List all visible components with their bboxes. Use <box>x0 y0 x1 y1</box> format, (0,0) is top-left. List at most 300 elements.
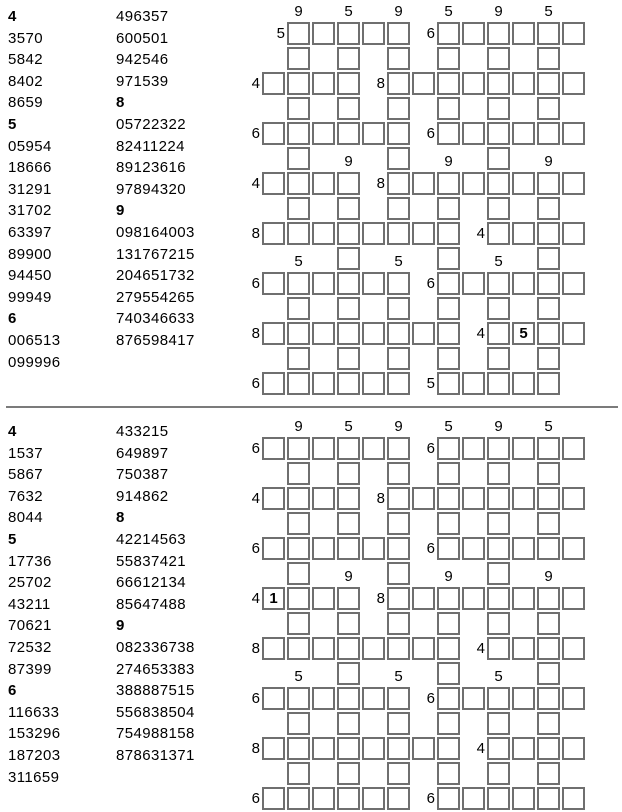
grid-cell[interactable] <box>387 787 410 810</box>
grid-cell[interactable] <box>437 72 460 95</box>
grid-cell[interactable] <box>337 687 360 710</box>
across-length-label: 6 <box>251 375 260 392</box>
grid-cell[interactable] <box>487 687 510 710</box>
across-length-label: 6 <box>426 790 435 807</box>
grid-cell[interactable] <box>487 512 510 535</box>
grid-cell[interactable] <box>337 712 360 735</box>
grid-cell[interactable] <box>537 687 560 710</box>
grid-cell[interactable] <box>437 512 460 535</box>
grid-cell[interactable] <box>262 637 285 660</box>
grid-cell[interactable] <box>287 347 310 370</box>
grid-cell[interactable] <box>362 737 385 760</box>
grid-cell[interactable] <box>337 172 360 195</box>
grid-cell[interactable] <box>462 372 485 395</box>
grid-cell[interactable] <box>387 637 410 660</box>
wordlist-number: 25702 <box>8 574 52 592</box>
grid-cell[interactable] <box>337 737 360 760</box>
grid-cell[interactable] <box>287 512 310 535</box>
down-length-label: 5 <box>394 668 403 685</box>
grid-cell[interactable] <box>537 787 560 810</box>
wordlist-number: 87399 <box>8 660 52 678</box>
grid-cell[interactable] <box>512 687 535 710</box>
grid-cell[interactable] <box>537 712 560 735</box>
grid-cell[interactable] <box>262 787 285 810</box>
grid-cell[interactable] <box>487 347 510 370</box>
grid-cell[interactable] <box>487 172 510 195</box>
grid-cell[interactable] <box>562 637 585 660</box>
across-length-label: 5 <box>426 375 435 392</box>
grid-cell[interactable] <box>512 222 535 245</box>
grid-cell[interactable] <box>337 487 360 510</box>
wordlist-number: 098164003 <box>116 223 195 241</box>
grid-cell[interactable] <box>362 222 385 245</box>
grid-cell[interactable] <box>287 322 310 345</box>
grid-cell[interactable] <box>287 612 310 635</box>
grid-cell[interactable] <box>262 537 285 560</box>
wordlist-number: 006513 <box>8 331 61 349</box>
grid-cell[interactable] <box>337 787 360 810</box>
grid-cell[interactable] <box>362 122 385 145</box>
grid-cell[interactable] <box>287 587 310 610</box>
grid-cell[interactable] <box>412 587 435 610</box>
grid-cell[interactable] <box>287 97 310 120</box>
grid-cell[interactable] <box>262 322 285 345</box>
down-length-label: 5 <box>294 253 303 270</box>
grid-cell[interactable] <box>487 712 510 735</box>
grid-cell[interactable] <box>337 197 360 220</box>
grid-cell[interactable] <box>437 197 460 220</box>
grid-cell[interactable] <box>537 222 560 245</box>
grid-cell[interactable] <box>387 172 410 195</box>
grid-cell[interactable] <box>537 462 560 485</box>
grid-cell[interactable] <box>437 437 460 460</box>
grid-cell[interactable] <box>537 97 560 120</box>
grid-cell[interactable] <box>512 537 535 560</box>
grid-cell[interactable] <box>312 487 335 510</box>
grid-cell[interactable] <box>512 22 535 45</box>
grid-cell[interactable] <box>437 272 460 295</box>
grid-cell[interactable] <box>387 462 410 485</box>
grid-cell[interactable] <box>437 322 460 345</box>
grid-cell[interactable] <box>312 22 335 45</box>
grid-cell[interactable] <box>387 197 410 220</box>
grid-cell[interactable] <box>312 222 335 245</box>
grid-cell[interactable] <box>287 297 310 320</box>
grid-cell[interactable] <box>462 272 485 295</box>
wordlist-length-header: 5 <box>8 115 17 133</box>
grid-cell[interactable] <box>262 687 285 710</box>
grid-cell[interactable] <box>337 462 360 485</box>
grid-cell[interactable] <box>462 487 485 510</box>
grid-cell[interactable] <box>487 47 510 70</box>
wordlist-number: 082336738 <box>116 638 195 656</box>
grid-cell[interactable] <box>387 737 410 760</box>
grid-cell[interactable] <box>537 612 560 635</box>
grid-cell[interactable] <box>537 637 560 660</box>
grid-cell[interactable] <box>562 172 585 195</box>
grid-cell[interactable] <box>537 172 560 195</box>
grid-cell[interactable] <box>487 72 510 95</box>
wordlist-number: 750387 <box>116 466 169 484</box>
grid-cell[interactable] <box>537 272 560 295</box>
across-length-label: 6 <box>426 25 435 42</box>
wordlist-number: 914862 <box>116 487 169 505</box>
grid-cell[interactable] <box>337 97 360 120</box>
grid-cell[interactable] <box>537 437 560 460</box>
grid-cell[interactable] <box>312 687 335 710</box>
grid-cell[interactable] <box>437 537 460 560</box>
grid-cell[interactable] <box>362 22 385 45</box>
grid-cell[interactable] <box>512 487 535 510</box>
grid-cell[interactable] <box>437 637 460 660</box>
grid-cell[interactable] <box>337 762 360 785</box>
grid-cell[interactable] <box>337 347 360 370</box>
grid-cell[interactable] <box>437 687 460 710</box>
grid-cell[interactable] <box>412 222 435 245</box>
grid-cell[interactable] <box>362 687 385 710</box>
grid-cell[interactable] <box>262 222 285 245</box>
grid-cell[interactable] <box>537 512 560 535</box>
grid-cell[interactable] <box>337 637 360 660</box>
grid-cell[interactable] <box>462 122 485 145</box>
grid-cell[interactable] <box>287 372 310 395</box>
grid-cell[interactable] <box>487 787 510 810</box>
grid-cell[interactable] <box>462 22 485 45</box>
wordlist-number: 971539 <box>116 72 169 90</box>
grid-cell[interactable] <box>412 637 435 660</box>
grid-cell[interactable] <box>287 197 310 220</box>
grid-cell[interactable] <box>437 612 460 635</box>
grid-cell[interactable] <box>387 322 410 345</box>
grid-cell[interactable] <box>312 122 335 145</box>
grid-cell[interactable] <box>362 637 385 660</box>
grid-cell[interactable] <box>512 737 535 760</box>
grid-cell[interactable] <box>387 687 410 710</box>
grid-cell[interactable] <box>537 197 560 220</box>
grid-cell[interactable] <box>437 762 460 785</box>
grid-cell[interactable] <box>287 687 310 710</box>
grid-cell[interactable] <box>337 512 360 535</box>
grid-cell[interactable] <box>537 122 560 145</box>
grid-cell[interactable] <box>387 512 410 535</box>
grid-cell[interactable] <box>337 22 360 45</box>
grid-cell[interactable] <box>337 122 360 145</box>
across-length-label: 6 <box>251 275 260 292</box>
grid-cell[interactable] <box>537 247 560 270</box>
grid-cell[interactable] <box>437 487 460 510</box>
grid-cell[interactable] <box>262 737 285 760</box>
grid-cell[interactable] <box>412 172 435 195</box>
grid-cell[interactable] <box>437 247 460 270</box>
grid-cell[interactable] <box>562 737 585 760</box>
grid-cell[interactable] <box>487 97 510 120</box>
grid-cell[interactable] <box>312 372 335 395</box>
grid-cell[interactable] <box>512 637 535 660</box>
grid-cell[interactable] <box>287 437 310 460</box>
grid-cell[interactable] <box>362 272 385 295</box>
grid-cell[interactable] <box>337 662 360 685</box>
grid-cell[interactable] <box>487 762 510 785</box>
grid-cell[interactable] <box>487 587 510 610</box>
grid-cell[interactable] <box>337 322 360 345</box>
grid-cell[interactable] <box>562 222 585 245</box>
grid-cell[interactable] <box>287 172 310 195</box>
grid-cell[interactable] <box>337 297 360 320</box>
grid-cell[interactable] <box>537 737 560 760</box>
wordlist-number: 66612134 <box>116 574 186 592</box>
grid-cell[interactable] <box>487 462 510 485</box>
grid-cell[interactable] <box>387 487 410 510</box>
grid-cell[interactable] <box>537 537 560 560</box>
grid-cell[interactable] <box>387 537 410 560</box>
wordlist-number: 89123616 <box>116 159 186 177</box>
grid-cell[interactable] <box>537 347 560 370</box>
grid-cell[interactable] <box>262 72 285 95</box>
down-length-label: 9 <box>544 153 553 170</box>
across-length-label: 4 <box>476 740 485 757</box>
grid-cell[interactable] <box>287 147 310 170</box>
grid-cell[interactable] <box>562 587 585 610</box>
grid-cell[interactable] <box>537 47 560 70</box>
grid-cell[interactable] <box>387 562 410 585</box>
grid-cell[interactable] <box>362 322 385 345</box>
wordlist-number: 72532 <box>8 638 52 656</box>
grid-cell[interactable] <box>287 762 310 785</box>
grid-cell[interactable] <box>462 787 485 810</box>
grid-cell[interactable] <box>512 587 535 610</box>
grid-cell[interactable] <box>287 487 310 510</box>
grid-cell[interactable] <box>387 122 410 145</box>
grid-cell[interactable] <box>287 72 310 95</box>
grid-cell[interactable] <box>387 347 410 370</box>
grid-cell[interactable] <box>562 787 585 810</box>
grid-cell[interactable] <box>487 372 510 395</box>
grid-cell[interactable] <box>562 72 585 95</box>
grid-cell[interactable] <box>337 372 360 395</box>
grid-cell[interactable] <box>287 122 310 145</box>
grid-cell[interactable] <box>387 97 410 120</box>
grid-cell[interactable] <box>487 437 510 460</box>
across-length-label: 6 <box>251 125 260 142</box>
grid-cell[interactable] <box>287 47 310 70</box>
grid-cell[interactable] <box>337 437 360 460</box>
grid-cell[interactable] <box>537 587 560 610</box>
grid-cell[interactable] <box>537 22 560 45</box>
grid-cell[interactable] <box>262 437 285 460</box>
grid-cell[interactable] <box>562 22 585 45</box>
grid-cell[interactable] <box>387 297 410 320</box>
grid-cell[interactable] <box>462 587 485 610</box>
grid-cell[interactable] <box>337 537 360 560</box>
grid-cell[interactable] <box>387 612 410 635</box>
grid-cell[interactable] <box>487 272 510 295</box>
grid-cell[interactable] <box>537 762 560 785</box>
grid-cell[interactable] <box>412 72 435 95</box>
grid-cell[interactable] <box>312 537 335 560</box>
grid-cell[interactable] <box>487 612 510 635</box>
grid-cell[interactable] <box>262 487 285 510</box>
wordlist-number: 99949 <box>8 288 52 306</box>
grid-cell[interactable] <box>387 272 410 295</box>
grid-cell[interactable] <box>512 122 535 145</box>
grid-cell[interactable] <box>487 122 510 145</box>
grid-cell[interactable] <box>537 72 560 95</box>
grid-cell[interactable] <box>437 122 460 145</box>
grid-cell[interactable] <box>487 562 510 585</box>
across-length-label: 4 <box>476 225 485 242</box>
grid-cell[interactable] <box>312 637 335 660</box>
wordlist-number: 43211 <box>8 595 51 613</box>
grid-cell[interactable] <box>487 197 510 220</box>
grid-cell[interactable] <box>512 437 535 460</box>
grid-cell[interactable] <box>262 372 285 395</box>
grid-cell[interactable] <box>512 72 535 95</box>
wordlist-number: 85647488 <box>116 595 186 613</box>
grid-cell[interactable] <box>562 537 585 560</box>
grid-cell[interactable] <box>437 662 460 685</box>
grid-cell[interactable] <box>312 737 335 760</box>
grid-cell[interactable] <box>437 712 460 735</box>
grid-cell[interactable] <box>262 172 285 195</box>
grid-cell[interactable] <box>562 122 585 145</box>
grid-cell[interactable] <box>387 22 410 45</box>
wordlist-column-2 <box>116 6 195 352</box>
grid-cell[interactable] <box>562 322 585 345</box>
grid-cell[interactable] <box>312 437 335 460</box>
grid-cell[interactable] <box>312 172 335 195</box>
grid-cell[interactable] <box>287 537 310 560</box>
grid-cell[interactable] <box>462 537 485 560</box>
grid-cell[interactable] <box>437 587 460 610</box>
grid-cell[interactable] <box>487 22 510 45</box>
grid-cell[interactable] <box>287 562 310 585</box>
grid-cell[interactable] <box>337 272 360 295</box>
grid-cell[interactable] <box>437 47 460 70</box>
grid-cell[interactable] <box>487 637 510 660</box>
grid-cell[interactable] <box>487 297 510 320</box>
grid-cell[interactable] <box>387 437 410 460</box>
grid-cell[interactable] <box>262 272 285 295</box>
grid-cell[interactable] <box>437 22 460 45</box>
grid-cell[interactable] <box>487 222 510 245</box>
grid-cell[interactable] <box>437 297 460 320</box>
grid-cell[interactable] <box>437 97 460 120</box>
grid-cell[interactable] <box>437 462 460 485</box>
grid-cell[interactable] <box>387 72 410 95</box>
grid-cell[interactable] <box>387 222 410 245</box>
grid-cell[interactable] <box>437 347 460 370</box>
grid-cell[interactable] <box>387 762 410 785</box>
grid-cell[interactable] <box>362 437 385 460</box>
grid-cell[interactable] <box>312 272 335 295</box>
wordlist-column-1 <box>8 421 60 788</box>
grid-cell[interactable] <box>287 22 310 45</box>
wordlist-number: 8659 <box>8 94 43 112</box>
across-length-label: 6 <box>251 440 260 457</box>
grid-cell[interactable] <box>287 462 310 485</box>
grid-cell[interactable] <box>387 47 410 70</box>
grid-cell[interactable] <box>512 787 535 810</box>
grid-cell[interactable] <box>387 712 410 735</box>
grid-cell[interactable] <box>562 487 585 510</box>
grid-cell[interactable] <box>362 537 385 560</box>
grid-cell[interactable] <box>437 172 460 195</box>
grid-cell[interactable] <box>337 587 360 610</box>
grid-cell[interactable] <box>262 122 285 145</box>
grid-cell[interactable] <box>537 297 560 320</box>
grid-cell[interactable] <box>537 372 560 395</box>
grid-cell[interactable] <box>487 537 510 560</box>
grid-cell[interactable] <box>487 737 510 760</box>
grid-cell[interactable] <box>287 712 310 735</box>
grid-cell[interactable] <box>387 587 410 610</box>
grid-cell[interactable] <box>337 72 360 95</box>
wordlist-number: 94450 <box>8 267 52 285</box>
grid-cell[interactable] <box>487 487 510 510</box>
wordlist-number: 55837421 <box>116 552 186 570</box>
grid-cell[interactable] <box>362 372 385 395</box>
grid-cell[interactable] <box>337 612 360 635</box>
grid-cell[interactable] <box>287 737 310 760</box>
grid-cell[interactable] <box>562 437 585 460</box>
grid-cell[interactable] <box>337 247 360 270</box>
grid-cell[interactable] <box>437 222 460 245</box>
grid-cell[interactable] <box>437 372 460 395</box>
grid-cell[interactable] <box>537 487 560 510</box>
across-length-label: 4 <box>476 325 485 342</box>
grid-cell[interactable] <box>312 322 335 345</box>
grid-cell[interactable] <box>512 172 535 195</box>
grid-cell[interactable] <box>337 222 360 245</box>
grid-cell[interactable] <box>462 437 485 460</box>
grid-cell[interactable] <box>312 587 335 610</box>
across-length-label: 8 <box>376 175 385 192</box>
across-length-label: 8 <box>251 325 260 342</box>
grid-cell[interactable] <box>387 372 410 395</box>
wordlist-number: 740346633 <box>116 310 195 328</box>
grid-cell[interactable] <box>487 322 510 345</box>
across-length-label: 5 <box>276 25 285 42</box>
grid-cell[interactable] <box>287 637 310 660</box>
grid-cell[interactable] <box>312 787 335 810</box>
grid-cell[interactable] <box>412 322 435 345</box>
grid-cell[interactable] <box>562 272 585 295</box>
grid-cell[interactable] <box>487 147 510 170</box>
wordlist-number: 70621 <box>8 617 52 635</box>
grid-cell[interactable] <box>287 272 310 295</box>
grid-cell[interactable] <box>537 322 560 345</box>
grid-cell[interactable] <box>412 487 435 510</box>
grid-cell[interactable] <box>462 72 485 95</box>
grid-cell[interactable] <box>462 687 485 710</box>
grid-cell[interactable] <box>337 47 360 70</box>
grid-cell[interactable] <box>412 737 435 760</box>
wordlist-number: 187203 <box>8 746 61 764</box>
grid-cell[interactable] <box>287 787 310 810</box>
grid-cell[interactable] <box>437 737 460 760</box>
grid-cell[interactable] <box>437 787 460 810</box>
grid-cell[interactable] <box>562 687 585 710</box>
grid-cell[interactable] <box>512 372 535 395</box>
wordlist-number: 05954 <box>8 137 52 155</box>
grid-cell[interactable] <box>287 222 310 245</box>
grid-cell[interactable] <box>387 147 410 170</box>
grid-cell[interactable] <box>462 172 485 195</box>
grid-cell[interactable] <box>312 72 335 95</box>
grid-cell[interactable] <box>537 662 560 685</box>
grid-cell[interactable] <box>512 272 535 295</box>
grid-cell[interactable] <box>362 787 385 810</box>
